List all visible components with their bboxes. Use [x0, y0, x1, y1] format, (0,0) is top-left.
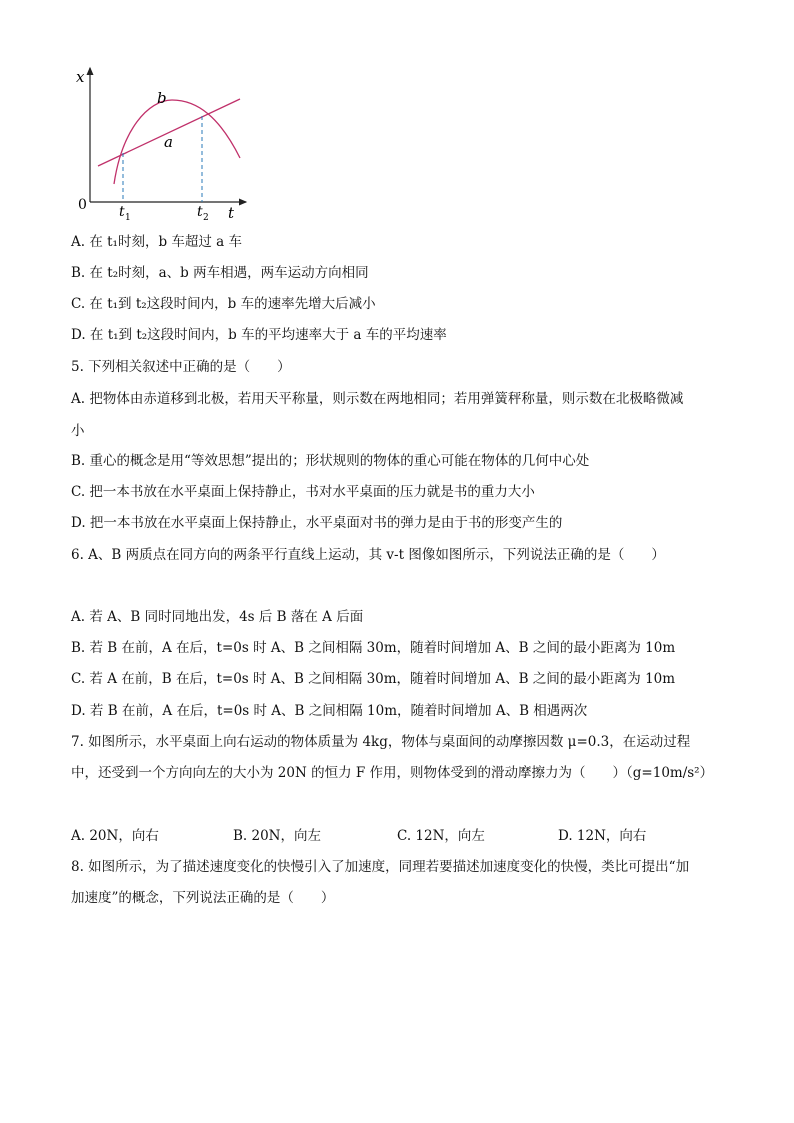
q6-stem: 6. A、B 两质点在同方向的两条平行直线上运动，其 v-t 图像如图所示，下列说法正确的是（ ）: [71, 547, 665, 563]
q7-stem-line2: 中，还受到一个方向向左的大小为 20N 的恒力 F 作用，则物体受到的滑动摩擦力为（ ）（g=10m/s²）: [71, 765, 714, 781]
tick-t1-sub: 1: [125, 213, 131, 223]
q7-option-c: C. 12N，向左: [397, 828, 485, 844]
q7-stem-line1: 7. 如图所示，水平桌面上向右运动的物体质量为 4kg，物体与桌面间的动摩擦因数 μ=0.3，在运动过程: [71, 734, 691, 750]
q6-option-d: D. 若 B 在前，A 在后，t=0s 时 A、B 之间相隔 10m，随着时间增加 A、B 相遇两次: [71, 703, 588, 719]
q5-option-a-line1: A. 把物体由赤道移到北极，若用天平称量，则示数在两地相同；若用弹簧秤称量，则示数在北极略微减: [71, 391, 684, 407]
x-axis-label: t: [228, 204, 235, 222]
tick-t2-sub: 2: [203, 213, 209, 223]
xt-graph: [70, 60, 260, 225]
q5-option-a-line2: 小: [71, 423, 85, 439]
line-a-label: a: [164, 133, 173, 151]
q6-option-b: B. 若 B 在前，A 在后，t=0s 时 A、B 之间相隔 30m，随着时间增加 A、B 之间的最小距离为 10m: [71, 640, 676, 656]
q5-option-b: B. 重心的概念是用“等效思想”提出的；形状规则的物体的重心可能在物体的几何中心处: [71, 453, 590, 469]
q5-stem: 5. 下列相关叙述中正确的是（ ）: [71, 359, 291, 375]
q8-stem-line1: 8. 如图所示，为了描述速度变化的快慢引入了加速度，同理若要描述加速度变化的快慢，类比可提出“加: [71, 859, 690, 875]
xt-graph-figure: [70, 60, 260, 225]
q5-option-d: D. 把一本书放在水平桌面上保持静止，水平桌面对书的弹力是由于书的形变产生的: [71, 515, 563, 531]
q4-option-b: B. 在 t₂时刻，a、b 两车相遇，两车运动方向相同: [71, 265, 369, 281]
tick-t2-label: t: [197, 204, 203, 220]
tick-t1-label: t: [119, 204, 125, 220]
q8-stem-line2: 加速度”的概念，下列说法正确的是（ ）: [71, 890, 335, 906]
q4-option-a: A. 在 t₁时刻，b 车超过 a 车: [71, 234, 243, 250]
q6-option-c: C. 若 A 在前，B 在后，t=0s 时 A、B 之间相隔 30m，随着时间增加 A、B 之间的最小距离为 10m: [71, 671, 676, 687]
q7-option-a: A. 20N，向右: [71, 828, 159, 844]
y-axis-label: x: [76, 68, 85, 86]
curve-b: [114, 100, 240, 184]
q7-option-b: B. 20N，向左: [233, 828, 321, 844]
q7-option-d: D. 12N，向右: [558, 828, 647, 844]
q4-option-d: D. 在 t₁到 t₂这段时间内，b 车的平均速率大于 a 车的平均速率: [71, 327, 447, 343]
q6-option-a: A. 若 A、B 同时同地出发，4s 后 B 落在 A 后面: [71, 609, 364, 625]
q4-option-c: C. 在 t₁到 t₂这段时间内，b 车的速率先增大后减小: [71, 296, 376, 312]
q5-option-c: C. 把一本书放在水平桌面上保持静止，书对水平桌面的压力就是书的重力大小: [71, 484, 535, 500]
curve-b-label: b: [157, 89, 167, 107]
origin-label: 0: [78, 197, 87, 213]
